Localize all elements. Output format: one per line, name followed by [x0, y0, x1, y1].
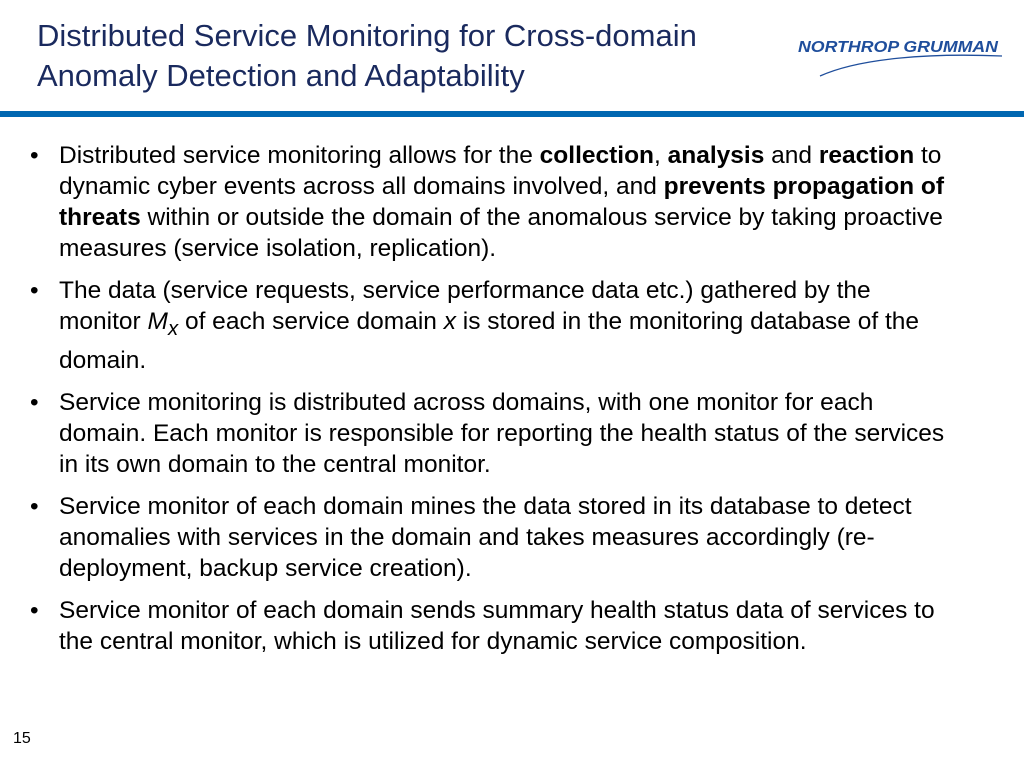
- bullet-dot-icon: •: [30, 142, 39, 169]
- bold-reaction: reaction: [818, 142, 915, 169]
- bold-collection: collection: [539, 142, 655, 169]
- domain-variable: x: [443, 308, 456, 335]
- bullet-dot-icon: •: [30, 492, 39, 520]
- bullet-text: is stored in the monitoring database of the domain.: [59, 308, 920, 374]
- bullet-item: [30, 387, 950, 480]
- bullet-text: of each service domain: [178, 308, 444, 335]
- bullet-item: [30, 595, 950, 657]
- logo-swoosh: [820, 55, 1002, 76]
- bullet-text: Distributed service monitoring allows for the: [59, 142, 540, 169]
- bold-analysis: analysis: [667, 142, 765, 169]
- monitor-symbol: M: [147, 308, 168, 335]
- bullet-dot-icon: •: [30, 388, 39, 416]
- bullet-text: Service monitoring is distributed across domains, with one monitor for each domain. Each monitor is responsible for reporting the health status of the services in its own domain to the central monitor.: [59, 388, 945, 478]
- slide-title-line-1: Distributed Service Monitoring for Cross-domain: [37, 18, 697, 53]
- title-divider: [0, 111, 1024, 117]
- bold-prevents-propagation: prevents propagation of threats: [59, 173, 945, 231]
- slide-title: [37, 16, 797, 96]
- bullet-text: The data (service requests, service performance data etc.) gathered by the monitor: [59, 277, 871, 335]
- bullet-item: [30, 275, 950, 376]
- bullet-item: [30, 140, 950, 264]
- bullet-text: within or outside the domain of the anomalous service by taking proactive measures (service isolation, replication).: [59, 204, 943, 262]
- bullet-text: Service monitor of each domain sends summary health status data of services to the central monitor, which is utilized for dynamic service composition.: [59, 596, 935, 655]
- bullet-text: to dynamic cyber events across all domains involved, and: [59, 142, 942, 200]
- bullet-text: and: [764, 142, 819, 169]
- bullet-text: Service monitor of each domain mines the data stored in its database to detect anomalies with services in the domain and takes measures accordingly (re-deployment, backup service creation).: [59, 492, 912, 582]
- page-number: 15: [13, 730, 31, 747]
- bullet-list: [30, 140, 950, 668]
- bullet-item: [30, 491, 950, 584]
- bullet-text: ,: [654, 142, 668, 169]
- bullet-dot-icon: •: [30, 277, 39, 304]
- monitor-subscript: x: [167, 317, 179, 340]
- northrop-grumman-logo: [790, 26, 1010, 86]
- logo-wordmark: NORTHROP GRUMMAN: [798, 39, 999, 56]
- bullet-dot-icon: •: [30, 596, 39, 624]
- slide-title-line-2: Anomaly Detection and Adaptability: [37, 58, 525, 93]
